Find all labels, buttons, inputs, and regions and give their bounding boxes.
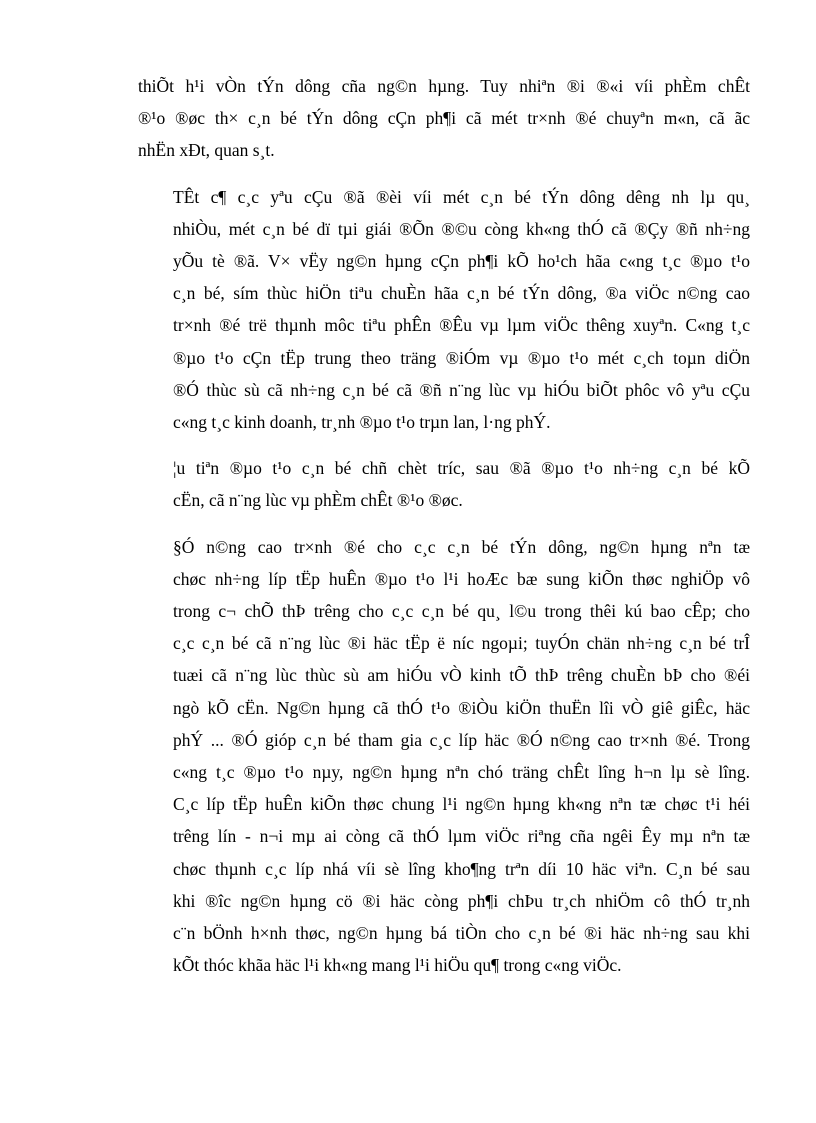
text-line: ¦u tiªn ®µo t¹o c¸n bé chñ chèt tríc, sau ®ã ®µo t¹o nh÷ng c¸n bé kÕ	[173, 458, 750, 479]
text-line: chøc thµnh c¸c líp nhá víi sè lîng kho¶ng trªn díi 10 häc viªn. C¸n bé sau	[173, 858, 750, 879]
text-line: §Ó n©ng cao tr×nh ®é cho c¸c c¸n bé tÝn dông, ng©n hµng nªn tæ	[173, 536, 750, 557]
text-line: phÝ ... ®Ó gióp c¸n bé tham gia c¸c líp häc ®Ó n©ng cao tr×nh ®é. Trong	[173, 729, 750, 750]
paragraph	[138, 70, 750, 167]
text-line: tuæi cã n¨ng lùc thùc sù am hiÓu vÒ kinh tÕ thÞ trêng chuÈn bÞ cho ®éi	[173, 665, 750, 686]
text-line: trong c¬ chÕ thÞ trêng cho c¸c c¸n bé qu¸ l©u trong thêi kú bao cÊp; cho	[173, 601, 750, 622]
text-line: c¨n bÖnh h×nh thøc, ng©n hµng bá tiÒn cho c¸n bé ®i häc nh÷ng sau khi	[173, 923, 750, 944]
paragraph	[138, 452, 750, 516]
text-line: ®¹o ®øc th× c¸n bé tÝn dông cÇn ph¶i cã mét tr×nh ®é chuyªn m«n, cã ãc	[138, 108, 750, 129]
text-line: kÕt thóc khãa häc l¹i kh«ng mang l¹i hiÖu qu¶ trong c«ng viÖc.	[173, 955, 622, 976]
text-line: nhiÒu, mét c¸n bé dï tµi giái ®Õn ®©u còng kh«ng thÓ cã ®Çy ®ñ nh÷ng	[173, 218, 750, 239]
text-line: ®µo t¹o cÇn tËp trung theo träng ®iÓm vµ ®µo t¹o mét c¸ch toµn diÖn	[173, 347, 750, 368]
text-line: nhËn xÐt, quan s¸t.	[138, 140, 275, 161]
text-line: trêng lín - n¬i mµ ai còng cã thÓ lµm viÖc riªng cña ngêi Êy mµ nªn tæ	[173, 826, 750, 847]
text-line: c¸n bé, sím thùc hiÖn tiªu chuÈn hãa c¸n bé tÝn dông, ®a viÖc n©ng cao	[173, 283, 750, 304]
text-line: cËn, cã n¨ng lùc vµ phÈm chÊt ®¹o ®øc.	[173, 490, 463, 511]
text-line: ®Ó thùc sù cã nh÷ng c¸n bé cã ®ñ n¨ng lùc vµ hiÓu biÕt phôc vô yªu cÇu	[173, 379, 750, 400]
text-line: yÕu tè ®ã. V× vËy ng©n hµng cÇn ph¶i kÕ ho¹ch hãa c«ng t¸c ®µo t¹o	[173, 251, 750, 272]
text-line: ngò kÕ cËn. Ng©n hµng cã thÓ t¹o ®iÒu kiÖn thuËn lîi vÒ giê giÊc, häc	[173, 697, 750, 718]
text-line: khi ®îc ng©n hµng cö ®i häc còng ph¶i chÞu tr¸ch nhiÖm cô thÓ tr¸nh	[173, 890, 750, 911]
text-line: TÊt c¶ c¸c yªu cÇu ®ã ®èi víi mét c¸n bé tÝn dông dêng nh lµ qu¸	[173, 186, 750, 207]
text-line: chøc nh÷ng líp tËp huÊn ®µo t¹o l¹i hoÆc bæ sung kiÕn thøc nghiÖp vô	[173, 568, 750, 589]
paragraph	[138, 531, 750, 982]
text-line: c«ng t¸c ®µo t¹o nµy, ng©n hµng nªn chó träng chÊt lîng h¬n lµ sè lîng.	[173, 762, 750, 783]
text-line: tr×nh ®é trë thµnh môc tiªu phÊn ®Êu vµ lµm viÖc thêng xuyªn. C«ng t¸c	[173, 315, 750, 336]
text-line: c¸c c¸n bé cã n¨ng lùc ®i häc tËp ë níc ngoµi; tuyÓn chän nh÷ng c¸n bé trÎ	[173, 633, 750, 654]
text-line: thiÕt h¹i vÒn tÝn dông cña ng©n hµng. Tuy nhiªn ®i ®«i víi phÈm chÊt	[138, 76, 750, 96]
text-line: C¸c líp tËp huÊn kiÕn thøc chung l¹i ng©n hµng kh«ng nªn tæ chøc t¹i héi	[173, 794, 750, 815]
paragraph	[138, 181, 750, 439]
body-text	[138, 70, 750, 995]
text-line: c«ng t¸c kinh doanh, tr¸nh ®µo t¹o trµn lan, l·ng phÝ.	[173, 412, 551, 433]
